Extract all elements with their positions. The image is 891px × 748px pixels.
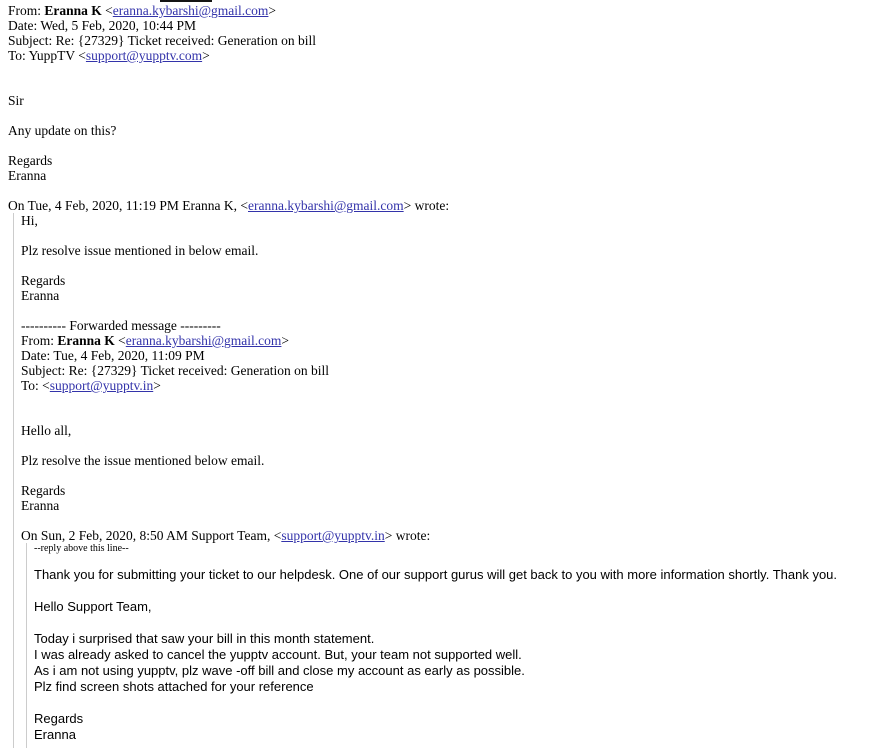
reply-above-marker: --reply above this line-- bbox=[34, 543, 129, 554]
regards-line: Regards bbox=[21, 483, 66, 498]
spacer bbox=[21, 228, 891, 243]
spacer bbox=[8, 138, 891, 153]
greeting-line: Hello all, bbox=[21, 423, 72, 438]
attribution-suffix: > wrote: bbox=[384, 528, 431, 543]
signature-line: Eranna bbox=[34, 727, 76, 742]
spacer bbox=[8, 108, 891, 123]
from-name: Eranna K bbox=[57, 333, 115, 348]
complaint-line: Plz find screen shots attached for your reference bbox=[34, 679, 314, 694]
forwarded-divider: ---------- Forwarded message --------- bbox=[21, 318, 221, 333]
attribution-email-link[interactable]: eranna.kybarshi@gmail.com bbox=[248, 198, 404, 213]
header-to-line bbox=[8, 48, 891, 63]
support-greeting-line: Hello Support Team, bbox=[34, 599, 152, 614]
spacer bbox=[34, 695, 891, 711]
from-label: From: bbox=[21, 333, 58, 348]
spacer bbox=[34, 615, 891, 631]
to-label: To: YuppTV < bbox=[8, 48, 86, 63]
regards-line: Regards bbox=[8, 153, 53, 168]
fwd-date-line: Date: Tue, 4 Feb, 2020, 11:09 PM bbox=[21, 348, 205, 363]
spacer bbox=[34, 583, 891, 599]
reply1-attribution-line bbox=[8, 198, 891, 213]
fwd-from-email-link[interactable]: eranna.kybarshi@gmail.com bbox=[125, 333, 282, 348]
signature-line: Eranna bbox=[21, 288, 60, 303]
spacer bbox=[8, 63, 891, 93]
salutation-line: Sir bbox=[8, 93, 24, 108]
support-email-link[interactable]: support@yupptv.in bbox=[281, 528, 385, 543]
from-label: From: bbox=[8, 3, 45, 18]
from-name: Eranna K bbox=[44, 3, 102, 18]
fwd-to-email-link[interactable]: support@yupptv.in bbox=[49, 378, 154, 393]
reply2-attribution-line bbox=[21, 528, 891, 543]
angle-open: < bbox=[101, 3, 113, 18]
angle-close: > bbox=[153, 378, 161, 393]
header-subject-line: Subject: Re: {27329} Ticket received: Generation on bill bbox=[8, 33, 317, 48]
angle-close: > bbox=[202, 48, 210, 63]
regards-line: Regards bbox=[21, 273, 66, 288]
message-line: Plz resolve issue mentioned in below email. bbox=[21, 243, 259, 258]
fwd-from-line bbox=[21, 333, 891, 348]
spacer bbox=[21, 258, 891, 273]
fwd-subject-line: Subject: Re: {27329} Ticket received: Generation on bill bbox=[21, 363, 330, 378]
clipped-content-fragment bbox=[160, 0, 212, 2]
message-line: Plz resolve the issue mentioned below email. bbox=[21, 453, 265, 468]
greeting-line: Hi, bbox=[21, 213, 38, 228]
question-line: Any update on this? bbox=[8, 123, 117, 138]
header-date-line: Date: Wed, 5 Feb, 2020, 10:44 PM bbox=[8, 18, 197, 33]
spacer bbox=[21, 438, 891, 453]
to-label: To: < bbox=[21, 378, 50, 393]
header-from-line bbox=[8, 3, 891, 18]
attribution-text: On Sun, 2 Feb, 2020, 8:50 AM Support Team, < bbox=[21, 528, 282, 543]
signature-line: Eranna bbox=[21, 498, 60, 513]
complaint-line: As i am not using yupptv, plz wave -off bill and close my account as early as possible. bbox=[34, 663, 525, 678]
spacer bbox=[21, 513, 891, 528]
to-email-link[interactable]: support@yupptv.com bbox=[85, 48, 203, 63]
spacer bbox=[21, 393, 891, 423]
signature-line: Eranna bbox=[8, 168, 47, 183]
complaint-line: I was already asked to cancel the yupptv account. But, your team not supported well. bbox=[34, 647, 522, 662]
attribution-text: On Tue, 4 Feb, 2020, 11:19 PM Eranna K, < bbox=[8, 198, 248, 213]
quote-level-2 bbox=[26, 543, 891, 748]
spacer bbox=[21, 303, 891, 318]
spacer bbox=[8, 183, 891, 198]
from-email-link[interactable]: eranna.kybarshi@gmail.com bbox=[112, 3, 269, 18]
angle-open: < bbox=[114, 333, 126, 348]
angle-close: > bbox=[281, 333, 290, 348]
spacer bbox=[21, 468, 891, 483]
spacer bbox=[34, 555, 891, 567]
complaint-line: Today i surprised that saw your bill in this month statement. bbox=[34, 631, 375, 646]
auto-response-line: Thank you for submitting your ticket to our helpdesk. One of our support gurus will get back to you with more information shortly. Thank you. bbox=[34, 567, 838, 582]
quote-level-1 bbox=[13, 213, 891, 748]
fwd-to-line bbox=[21, 378, 891, 393]
attribution-suffix: > wrote: bbox=[403, 198, 450, 213]
regards-line: Regards bbox=[34, 711, 84, 726]
angle-close: > bbox=[268, 3, 277, 18]
